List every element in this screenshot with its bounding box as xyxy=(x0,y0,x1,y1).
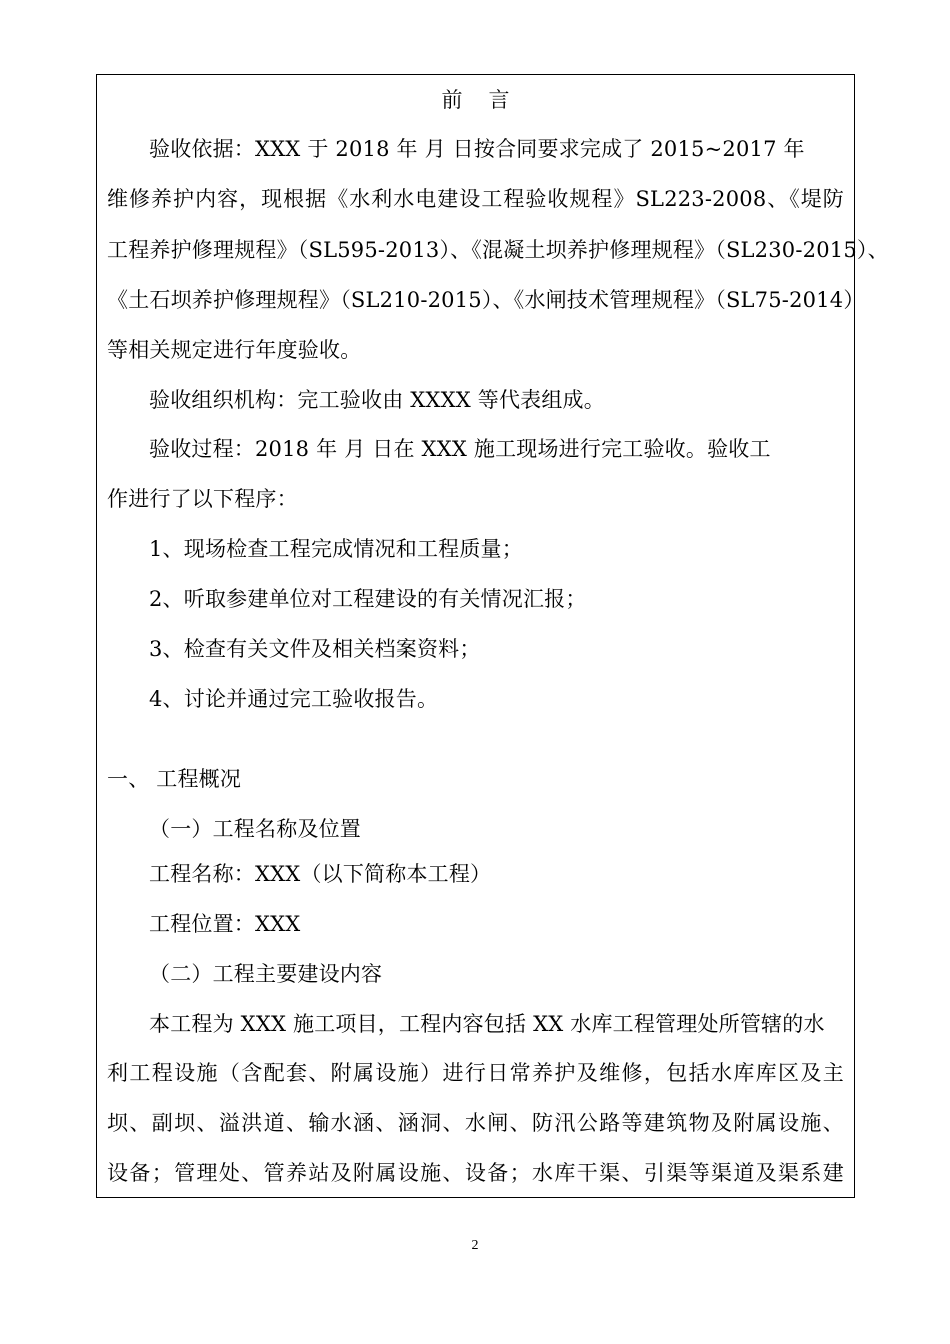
text-line: 利工程设施（含配套、附属设施）进行日常养护及维修，包括水库库区及主 xyxy=(107,1061,844,1085)
text-line: 验收依据：XXX 于 2018 年 月 日按合同要求完成了 2015~2017 年 xyxy=(149,137,805,161)
page-number: 2 xyxy=(471,1238,479,1253)
text-line: 验收组织机构：完工验收由 XXXX 等代表组成。 xyxy=(149,388,605,412)
document-frame xyxy=(96,74,889,1198)
text-line: 《土石坝养护修理规程》（SL210-2015）、《水闸技术管理规程》（SL75-2014） xyxy=(107,288,865,312)
list-item: 2、听取参建单位对工程建设的有关情况汇报； xyxy=(149,587,587,611)
text-line: 本工程为 XXX 施工项目，工程内容包括 XX 水库工程管理处所管辖的水 xyxy=(149,1012,825,1036)
list-item: 3、检查有关文件及相关档案资料； xyxy=(149,637,481,661)
text-line: 坝、副坝、溢洪道、输水涵、涵洞、水闸、防汛公路等建筑物及附属设施、 xyxy=(107,1111,844,1135)
section-heading: 一、 工程概况 xyxy=(107,767,242,791)
text-line: 设备；管理处、管养站及附属设施、设备；水库干渠、引渠等渠道及渠系建 xyxy=(107,1161,844,1185)
text-line: 验收过程：2018 年 月 日在 XXX 施工现场进行完工验收。验收工 xyxy=(149,437,771,461)
text-line: 工程位置：XXX xyxy=(149,912,301,936)
list-item: 4、讨论并通过完工验收报告。 xyxy=(149,687,439,711)
text-line: 维修养护内容，现根据《水利水电建设工程验收规程》SL223-2008、《堤防 xyxy=(107,187,844,211)
text-line: 工程养护修理规程》（SL595-2013）、《混凝土坝养护修理规程》（SL230-2015）、 xyxy=(107,238,889,262)
subsection-heading: （一）工程名称及位置 xyxy=(149,817,361,841)
text-line: 作进行了以下程序： xyxy=(107,487,298,511)
text-line: 工程名称：XXX（以下简称本工程） xyxy=(149,862,492,886)
subsection-heading: （二）工程主要建设内容 xyxy=(149,962,383,986)
list-item: 1、现场检查工程完成情况和工程质量； xyxy=(149,537,523,561)
text-line: 等相关规定进行年度验收。 xyxy=(107,338,362,362)
document-title: 前言 xyxy=(441,88,536,112)
